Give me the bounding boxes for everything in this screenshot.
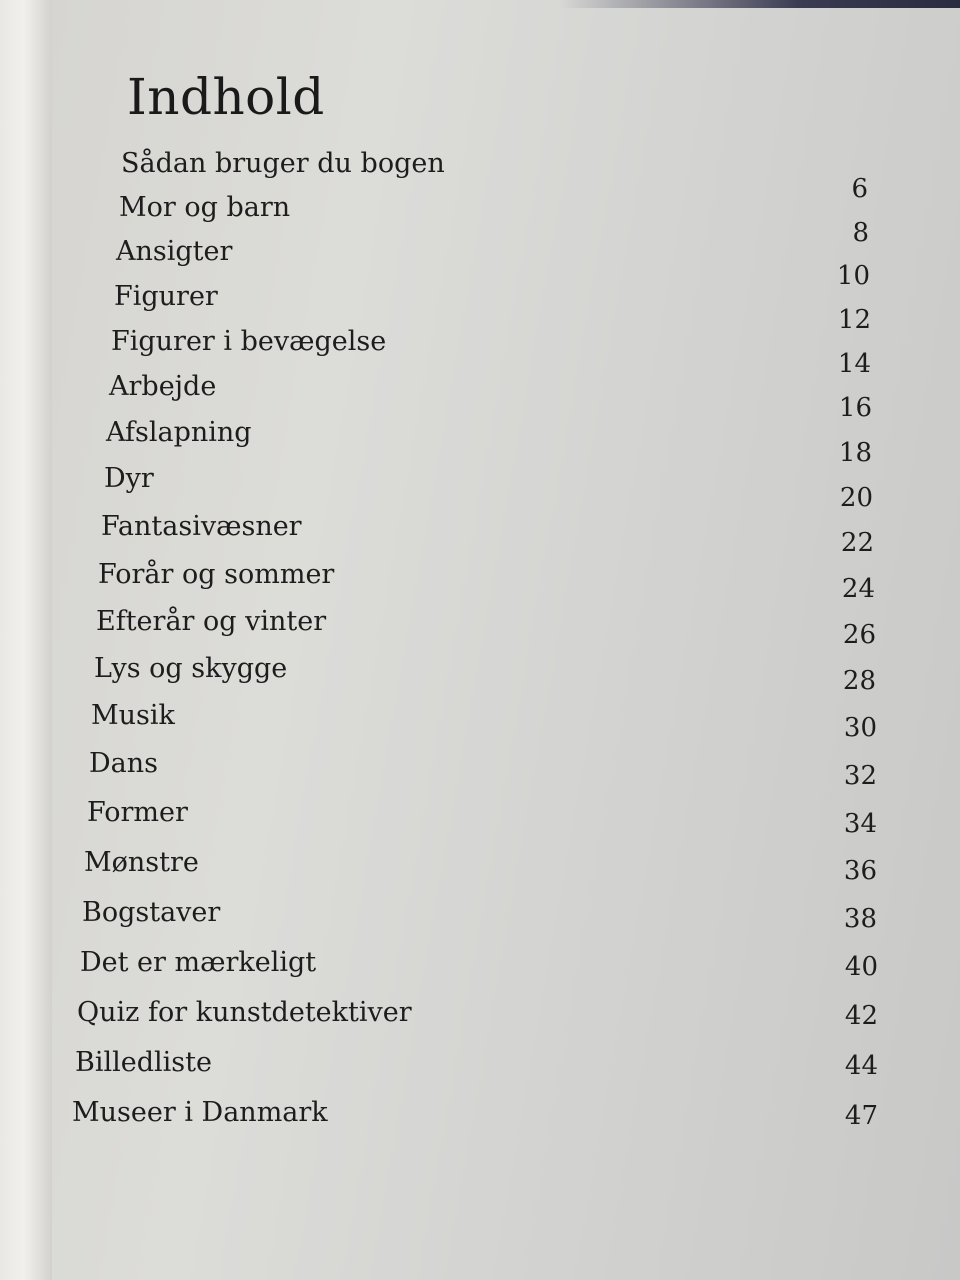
toc-entry-label: Dans xyxy=(89,748,158,779)
toc-entry-page-number: 16 xyxy=(838,393,872,423)
toc-entry-page-number: 10 xyxy=(836,261,870,291)
toc-entry-label: Mor og barn xyxy=(119,192,291,223)
toc-entry-label: Billedliste xyxy=(75,1047,212,1078)
toc-entry-label: Forår og sommer xyxy=(98,559,335,590)
toc-entry-label: Lys og skygge xyxy=(94,653,288,684)
toc-entry-page-number: 38 xyxy=(843,904,877,934)
toc-entry-page-number: 44 xyxy=(844,1051,878,1081)
page-title: Indhold xyxy=(127,67,325,126)
toc-entry-page-number: 20 xyxy=(839,483,873,513)
toc-entry-label: Afslapning xyxy=(106,417,252,448)
toc-entry-label: Ansigter xyxy=(116,236,233,267)
toc-entry-page-number: 42 xyxy=(844,1001,878,1031)
toc-entry-label: Museer i Danmark xyxy=(72,1097,328,1128)
toc-entry-label: Bogstaver xyxy=(82,897,221,928)
toc-entry-page-number: 40 xyxy=(844,952,878,982)
toc-entry-page-number: 28 xyxy=(842,666,876,696)
toc-entry-page-number: 22 xyxy=(840,528,874,558)
toc-entry-page-number: 8 xyxy=(852,218,869,248)
toc-entry-page-number: 36 xyxy=(843,856,877,886)
toc-entry-page-number: 30 xyxy=(843,713,877,743)
top-cover-strip xyxy=(560,0,960,8)
toc-entry-page-number: 18 xyxy=(838,438,872,468)
toc-entry-page-number: 14 xyxy=(837,349,871,379)
toc-entry-page-number: 26 xyxy=(842,620,876,650)
toc-entry-page-number: 32 xyxy=(843,761,877,791)
toc-entry-label: Fantasivæsner xyxy=(101,511,302,542)
toc-entry-label: Det er mærkeligt xyxy=(80,947,317,978)
left-page-edge xyxy=(0,0,60,1280)
toc-entry-label: Figurer i bevægelse xyxy=(111,326,387,357)
toc-entry-label: Musik xyxy=(91,700,175,731)
toc-entry-label: Arbejde xyxy=(109,371,217,402)
toc-entry-page-number: 47 xyxy=(844,1101,878,1131)
toc-entry-label: Former xyxy=(87,797,188,828)
toc-entry-label: Dyr xyxy=(104,463,154,494)
toc-entry-page-number: 34 xyxy=(843,809,877,839)
toc-entry-page-number: 12 xyxy=(837,305,871,335)
toc-entry-page-number: 6 xyxy=(851,174,868,204)
toc-entry-page-number: 24 xyxy=(841,574,875,604)
toc-entry-label: Figurer xyxy=(114,281,218,312)
toc-entry-label: Mønstre xyxy=(84,847,199,878)
toc-entry-label: Quiz for kunstdetektiver xyxy=(77,997,412,1028)
toc-entry-label: Efterår og vinter xyxy=(96,606,327,637)
toc-entry-label: Sådan bruger du bogen xyxy=(121,148,445,179)
